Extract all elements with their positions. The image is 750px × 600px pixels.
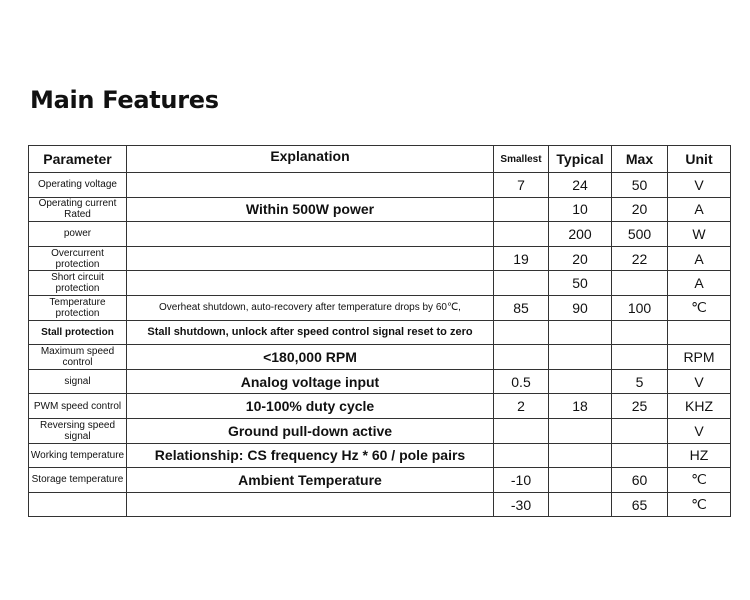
typical-cell: [549, 443, 612, 468]
table-row: [29, 271, 731, 296]
table-row: [29, 246, 731, 271]
max-cell: 25: [612, 394, 668, 419]
unit-cell: V: [668, 369, 731, 394]
explanation-cell: [127, 222, 494, 247]
unit-cell: HZ: [668, 443, 731, 468]
explanation-cell: Within 500W power: [127, 197, 494, 222]
header-max: Max: [612, 146, 668, 173]
typical-cell: 90: [549, 295, 612, 320]
explanation-cell: Analog voltage input: [127, 369, 494, 394]
smallest-cell: [494, 320, 549, 345]
table-row: [29, 394, 731, 419]
smallest-cell: 7: [494, 173, 549, 198]
typical-cell: [549, 369, 612, 394]
max-cell: 50: [612, 173, 668, 198]
param-cell: Operating voltage: [29, 173, 127, 198]
max-cell: 500: [612, 222, 668, 247]
unit-cell: A: [668, 197, 731, 222]
param-cell: Stall protection: [29, 320, 127, 345]
smallest-cell: [494, 345, 549, 370]
typical-cell: [549, 345, 612, 370]
explanation-cell: Overheat shutdown, auto-recovery after temperature drops by 60℃,: [127, 295, 494, 320]
max-cell: [612, 345, 668, 370]
param-cell: Overcurrent protection: [29, 246, 127, 271]
smallest-cell: [494, 222, 549, 247]
typical-cell: 24: [549, 173, 612, 198]
table-row: [29, 222, 731, 247]
param-cell: [29, 492, 127, 517]
unit-cell: V: [668, 173, 731, 198]
param-cell: Short circuit protection: [29, 271, 127, 296]
smallest-cell: [494, 271, 549, 296]
explanation-cell: [127, 246, 494, 271]
table-row: [29, 345, 731, 370]
table-header-row: [29, 146, 731, 173]
typical-cell: [549, 320, 612, 345]
unit-cell: ℃: [668, 468, 731, 493]
explanation-cell: Relationship: CS frequency Hz * 60 / pole pairs: [127, 443, 494, 468]
table-row: [29, 295, 731, 320]
header-unit: Unit: [668, 146, 731, 173]
table-row: [29, 173, 731, 198]
unit-cell: A: [668, 246, 731, 271]
unit-cell: RPM: [668, 345, 731, 370]
typical-cell: 10: [549, 197, 612, 222]
smallest-cell: [494, 197, 549, 222]
max-cell: 20: [612, 197, 668, 222]
param-cell: PWM speed control: [29, 394, 127, 419]
smallest-cell: 2: [494, 394, 549, 419]
max-cell: 100: [612, 295, 668, 320]
smallest-cell: 0.5: [494, 369, 549, 394]
max-cell: [612, 443, 668, 468]
max-cell: 65: [612, 492, 668, 517]
max-cell: 60: [612, 468, 668, 493]
table-row: [29, 369, 731, 394]
explanation-cell: Ambient Temperature: [127, 468, 494, 493]
max-cell: [612, 418, 668, 443]
param-cell: Maximum speed control: [29, 345, 127, 370]
max-cell: [612, 320, 668, 345]
smallest-cell: [494, 418, 549, 443]
typical-cell: 18: [549, 394, 612, 419]
unit-cell: KHZ: [668, 394, 731, 419]
smallest-cell: [494, 443, 549, 468]
typical-cell: [549, 492, 612, 517]
explanation-cell: [127, 173, 494, 198]
typical-cell: [549, 418, 612, 443]
header-explanation: Explanation: [127, 146, 494, 173]
header-parameter: Parameter: [29, 146, 127, 173]
typical-cell: 20: [549, 246, 612, 271]
explanation-cell: <180,000 RPM: [127, 345, 494, 370]
max-cell: [612, 271, 668, 296]
smallest-cell: 85: [494, 295, 549, 320]
max-cell: 5: [612, 369, 668, 394]
typical-cell: 200: [549, 222, 612, 247]
param-cell: Working temperature: [29, 443, 127, 468]
param-cell: power: [29, 222, 127, 247]
smallest-cell: -30: [494, 492, 549, 517]
explanation-cell: 10-100% duty cycle: [127, 394, 494, 419]
explanation-cell: [127, 492, 494, 517]
smallest-cell: -10: [494, 468, 549, 493]
features-table: [28, 145, 731, 517]
page-title: Main Features: [30, 86, 219, 114]
typical-cell: [549, 468, 612, 493]
unit-cell: ℃: [668, 492, 731, 517]
param-cell: signal: [29, 369, 127, 394]
param-cell: Operating current Rated: [29, 197, 127, 222]
unit-cell: [668, 320, 731, 345]
typical-cell: 50: [549, 271, 612, 296]
unit-cell: ℃: [668, 295, 731, 320]
smallest-cell: 19: [494, 246, 549, 271]
explanation-cell: [127, 271, 494, 296]
param-cell: Temperature protection: [29, 295, 127, 320]
table-row: [29, 320, 731, 345]
unit-cell: A: [668, 271, 731, 296]
table-row: [29, 418, 731, 443]
header-typical: Typical: [549, 146, 612, 173]
table-row: [29, 197, 731, 222]
header-smallest: Smallest: [494, 146, 549, 173]
max-cell: 22: [612, 246, 668, 271]
table-row: [29, 443, 731, 468]
table-row: [29, 468, 731, 493]
explanation-cell: Ground pull-down active: [127, 418, 494, 443]
unit-cell: V: [668, 418, 731, 443]
table-row: [29, 492, 731, 517]
param-cell: Storage temperature: [29, 468, 127, 493]
explanation-cell: Stall shutdown, unlock after speed control signal reset to zero: [127, 320, 494, 345]
param-cell: Reversing speed signal: [29, 418, 127, 443]
unit-cell: W: [668, 222, 731, 247]
